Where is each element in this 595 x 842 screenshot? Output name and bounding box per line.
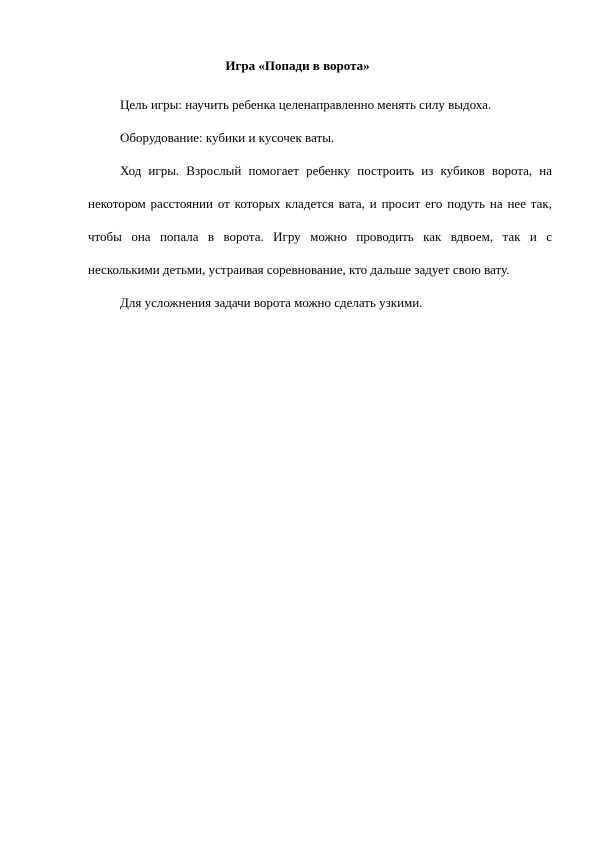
process-label: Ход игры. xyxy=(120,163,180,178)
equipment-paragraph xyxy=(88,121,552,154)
equipment-label: Оборудование: xyxy=(120,130,203,145)
process-paragraph xyxy=(88,154,552,286)
document-title: Игра «Попади в ворота» xyxy=(225,58,370,73)
process-text: Взрослый помогает ребенку построить из кубиков ворота, на некотором расстоянии от которых кладется вата, и просит его подуть на нее так, чтобы она попала в ворота. Игру можно проводить как вдвоем, так и с несколькими детьми, устраивая соревнование, кто дальше задует свою вату. xyxy=(88,163,552,277)
goal-paragraph xyxy=(88,88,552,121)
goal-text: научить ребенка целенаправленно менять силу выдоха. xyxy=(181,97,492,112)
goal-label: Цель игры: xyxy=(120,97,182,112)
equipment-text: кубики и кусочек ваты. xyxy=(202,130,335,145)
complication-paragraph: Для усложнения задачи ворота можно сделать узкими. xyxy=(120,295,423,310)
